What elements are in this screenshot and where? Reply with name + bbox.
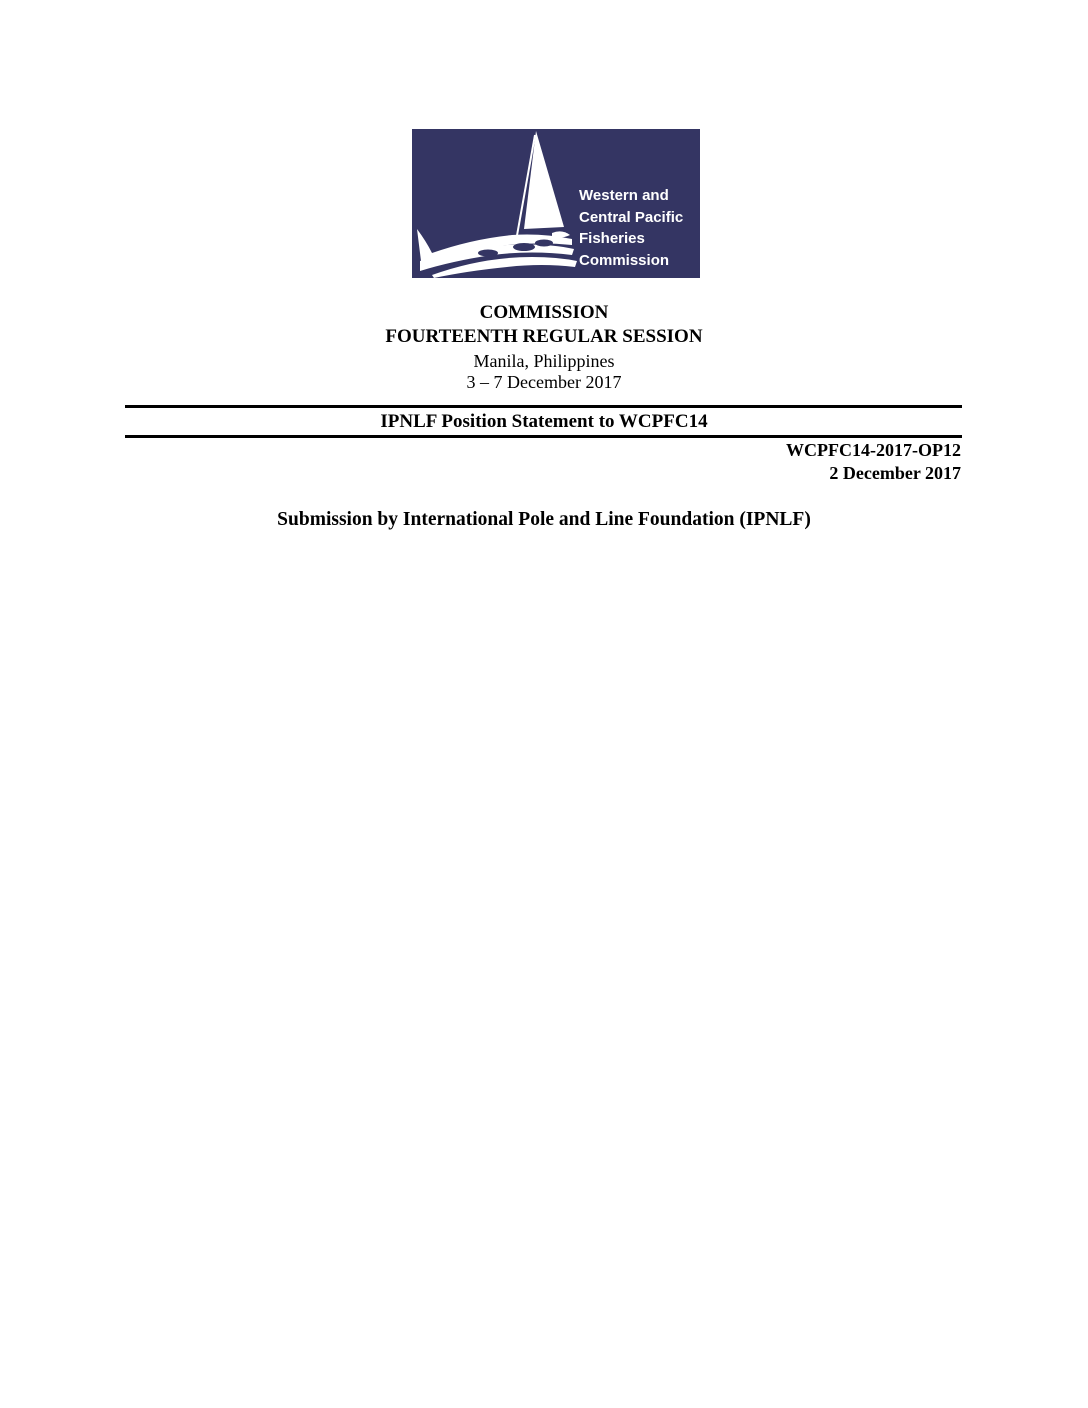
logo-text-line: Western and xyxy=(579,187,669,204)
logo-text-line: Commission xyxy=(579,251,670,269)
top-divider xyxy=(125,405,962,408)
logo-text-line: Fisheries xyxy=(579,230,645,247)
bottom-divider xyxy=(125,435,962,438)
document-title: IPNLF Position Statement to WCPFC14 xyxy=(380,411,708,432)
location-text: Manila, Philippines xyxy=(473,351,615,371)
session-heading: FOURTEENTH REGULAR SESSION xyxy=(385,326,703,347)
logo-text xyxy=(579,185,683,271)
submission-line: Submission by International Pole and Line Foundation (IPNLF) xyxy=(277,509,811,530)
organization-heading: COMMISSION xyxy=(479,302,609,323)
document-date: 2 December 2017 xyxy=(829,463,961,483)
session-dates: 3 – 7 December 2017 xyxy=(466,372,622,392)
document-reference: WCPFC14-2017-OP12 xyxy=(786,440,961,460)
logo-text-line: Central Pacific xyxy=(579,208,684,226)
wcpfc-logo xyxy=(412,129,700,278)
